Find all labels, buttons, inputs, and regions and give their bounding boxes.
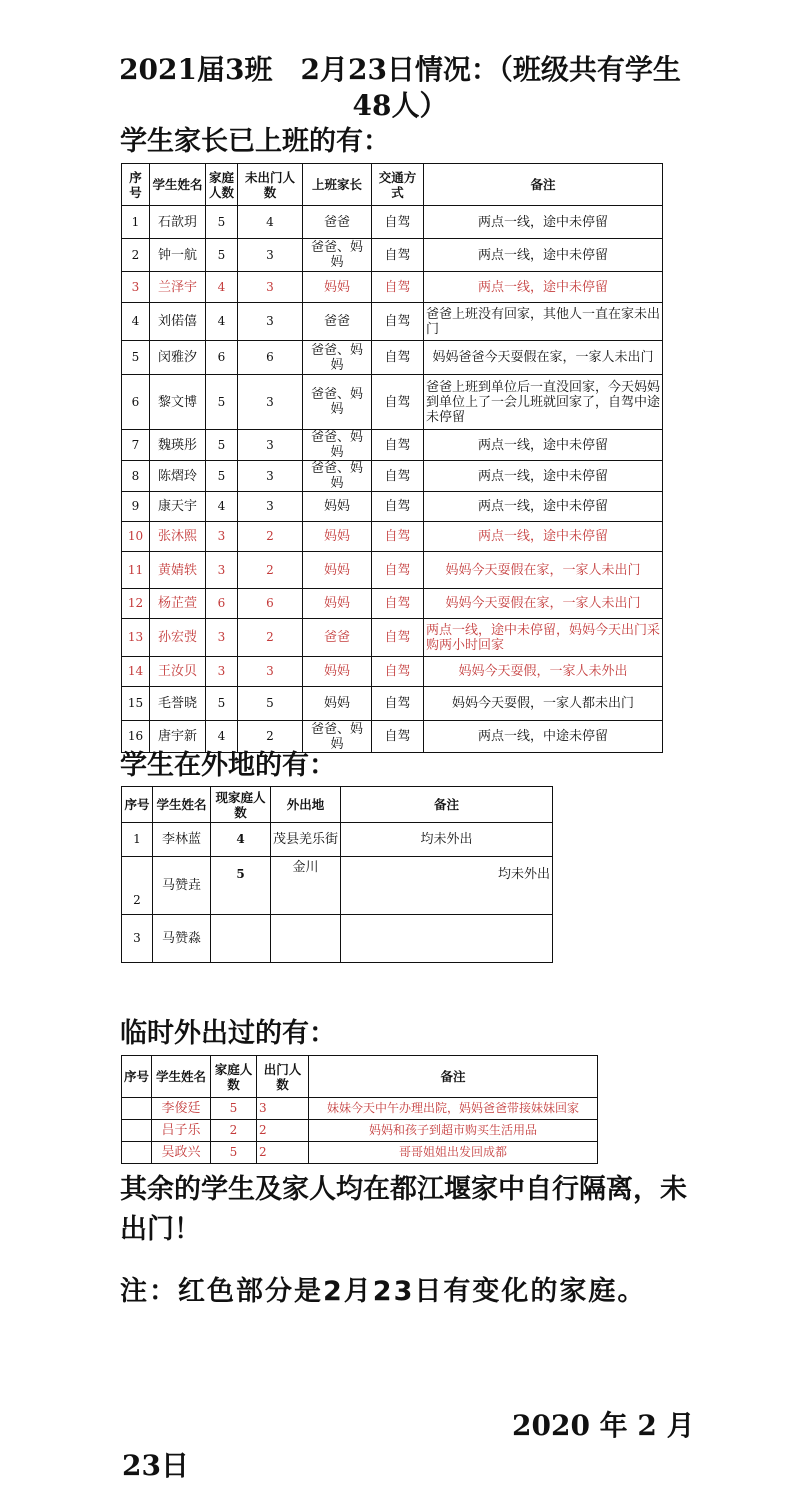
column-header: 现家庭人数 (211, 787, 271, 823)
transport-mode: 自驾 (372, 492, 424, 522)
row-number: 5 (122, 341, 150, 375)
column-header: 未出门人数 (238, 164, 303, 206)
note: 爸爸上班到单位后一直没回家，今天妈妈到单位上了一会儿班就回家了，自驾中途未停留 (424, 375, 663, 430)
column-header: 交通方式 (372, 164, 424, 206)
note: 妈妈今天耍假在家，一家人未出门 (424, 552, 663, 589)
note: 均未外出 (341, 857, 553, 915)
stay-home-count: 3 (238, 239, 303, 272)
temporary-outings-table (121, 1055, 598, 1164)
table-header-row (122, 164, 663, 206)
working-parent: 爸爸、妈妈 (303, 375, 372, 430)
transport-mode: 自驾 (372, 687, 424, 721)
date-line-1: 2020 年 2 月 (512, 1409, 695, 1442)
note: 两点一线，途中未停留 (424, 461, 663, 492)
column-header: 家庭人数 (211, 1056, 257, 1098)
family-count: 3 (206, 522, 238, 552)
transport-mode: 自驾 (372, 522, 424, 552)
section-heading-out-of-town: 学生在外地的有： (120, 750, 336, 781)
working-parent: 爸爸、妈妈 (303, 721, 372, 753)
family-count: 6 (206, 341, 238, 375)
red-legend-note: 注：红色部分是2月23日有变化的家庭。 (120, 1276, 647, 1307)
table-row (122, 589, 663, 619)
table-row (122, 1142, 598, 1164)
transport-mode: 自驾 (372, 430, 424, 461)
family-count: 4 (206, 272, 238, 303)
student-name: 马赞垚 (153, 857, 211, 915)
family-count (211, 915, 271, 963)
note: 妈妈今天耍假在家，一家人未出门 (424, 589, 663, 619)
working-parent: 妈妈 (303, 272, 372, 303)
student-name: 唐宇新 (150, 721, 206, 753)
row-number: 9 (122, 492, 150, 522)
family-count: 5 (206, 239, 238, 272)
working-parent: 妈妈 (303, 492, 372, 522)
transport-mode: 自驾 (372, 239, 424, 272)
table-row (122, 341, 663, 375)
family-count: 4 (206, 303, 238, 341)
student-name: 闵雅汐 (150, 341, 206, 375)
table-row (122, 492, 663, 522)
student-name: 王汝贝 (150, 657, 206, 687)
column-header: 外出地 (271, 787, 341, 823)
table-row (122, 303, 663, 341)
note: 爸爸上班没有回家，其他人一直在家未出门 (424, 303, 663, 341)
stay-home-count: 6 (238, 589, 303, 619)
note: 哥哥姐姐出发回成都 (309, 1142, 598, 1164)
family-count: 5 (206, 430, 238, 461)
note: 两点一线，途中未停留，妈妈今天出门采购两小时回家 (424, 619, 663, 657)
table-row (122, 239, 663, 272)
transport-mode: 自驾 (372, 552, 424, 589)
column-header: 学生姓名 (152, 1056, 211, 1098)
row-number: 1 (122, 823, 153, 857)
family-count: 4 (206, 492, 238, 522)
row-number: 8 (122, 461, 150, 492)
destination (271, 915, 341, 963)
row-number: 3 (122, 915, 153, 963)
note: 妈妈今天耍假，一家人未外出 (424, 657, 663, 687)
student-name: 李俊廷 (152, 1098, 211, 1120)
student-name: 黎文博 (150, 375, 206, 430)
destination: 金川 (271, 857, 341, 915)
stay-home-count: 3 (238, 430, 303, 461)
row-number: 15 (122, 687, 150, 721)
table-row (122, 552, 663, 589)
destination: 茂县羌乐街 (271, 823, 341, 857)
family-count: 5 (211, 857, 271, 915)
working-parent: 妈妈 (303, 552, 372, 589)
family-count: 4 (211, 823, 271, 857)
family-count: 3 (206, 657, 238, 687)
transport-mode: 自驾 (372, 619, 424, 657)
row-number: 2 (122, 239, 150, 272)
note: 两点一线，途中未停留 (424, 430, 663, 461)
column-header: 序号 (122, 164, 150, 206)
column-header: 序号 (122, 1056, 152, 1098)
working-parent: 妈妈 (303, 589, 372, 619)
section-heading-temporary-outings: 临时外出过的有： (120, 1018, 336, 1049)
column-header: 学生姓名 (150, 164, 206, 206)
note (341, 915, 553, 963)
out-count: 2 (257, 1120, 309, 1142)
working-parent: 爸爸、妈妈 (303, 341, 372, 375)
transport-mode: 自驾 (372, 206, 424, 239)
table-row (122, 375, 663, 430)
student-name: 吴政兴 (152, 1142, 211, 1164)
family-count: 2 (211, 1120, 257, 1142)
row-number: 4 (122, 303, 150, 341)
transport-mode: 自驾 (372, 721, 424, 753)
student-name: 康天宇 (150, 492, 206, 522)
note: 均未外出 (341, 823, 553, 857)
column-header: 出门人数 (257, 1056, 309, 1098)
table-row (122, 206, 663, 239)
column-header: 备注 (424, 164, 663, 206)
transport-mode: 自驾 (372, 589, 424, 619)
working-parent: 妈妈 (303, 687, 372, 721)
stay-home-count: 3 (238, 272, 303, 303)
family-count: 5 (211, 1098, 257, 1120)
stay-home-count: 2 (238, 721, 303, 753)
table-header-row (122, 1056, 598, 1098)
row-number: 13 (122, 619, 150, 657)
working-parent: 爸爸 (303, 206, 372, 239)
row-number: 16 (122, 721, 150, 753)
student-name: 钟一航 (150, 239, 206, 272)
stay-home-count: 5 (238, 687, 303, 721)
transport-mode: 自驾 (372, 272, 424, 303)
student-name: 杨芷萱 (150, 589, 206, 619)
working-parent: 爸爸、妈妈 (303, 430, 372, 461)
stay-home-count: 2 (238, 522, 303, 552)
transport-mode: 自驾 (372, 341, 424, 375)
row-number: 2 (122, 857, 153, 915)
student-name: 吕子乐 (152, 1120, 211, 1142)
family-count: 3 (206, 619, 238, 657)
note: 两点一线，中途未停留 (424, 721, 663, 753)
transport-mode: 自驾 (372, 303, 424, 341)
working-parent: 妈妈 (303, 522, 372, 552)
row-number (122, 1120, 152, 1142)
family-count: 5 (211, 1142, 257, 1164)
stay-home-count: 3 (238, 657, 303, 687)
row-number: 1 (122, 206, 150, 239)
table-row (122, 430, 663, 461)
page-title: 2021届3班 2月23日情况：（班级共有学生48人） (119, 53, 681, 122)
note: 两点一线，途中未停留 (424, 272, 663, 303)
working-parent: 妈妈 (303, 657, 372, 687)
table-row (122, 1098, 598, 1120)
table-row (122, 657, 663, 687)
row-number: 3 (122, 272, 150, 303)
note: 妈妈今天耍假，一家人都未出门 (424, 687, 663, 721)
family-count: 5 (206, 375, 238, 430)
table-header-row (122, 787, 553, 823)
family-count: 3 (206, 552, 238, 589)
student-name: 石歆玥 (150, 206, 206, 239)
stay-home-count: 3 (238, 492, 303, 522)
remaining-students-note: 其余的学生及家人均在都江堰家中自行隔离，未出门！ (120, 1174, 687, 1245)
column-header: 家庭人数 (206, 164, 238, 206)
family-count: 5 (206, 461, 238, 492)
table-row (122, 1120, 598, 1142)
family-count: 6 (206, 589, 238, 619)
row-number: 11 (122, 552, 150, 589)
table-row (122, 272, 663, 303)
working-parent: 爸爸、妈妈 (303, 461, 372, 492)
row-number: 14 (122, 657, 150, 687)
column-header: 备注 (309, 1056, 598, 1098)
table-row (122, 522, 663, 552)
student-name: 陈熠玲 (150, 461, 206, 492)
note: 妹妹今天中午办理出院，妈妈爸爸带接妹妹回家 (309, 1098, 598, 1120)
stay-home-count: 4 (238, 206, 303, 239)
note: 两点一线，途中未停留 (424, 206, 663, 239)
note: 两点一线，途中未停留 (424, 522, 663, 552)
family-count: 4 (206, 721, 238, 753)
family-count: 5 (206, 206, 238, 239)
note: 妈妈爸爸今天耍假在家，一家人未出门 (424, 341, 663, 375)
column-header: 备注 (341, 787, 553, 823)
table-row (122, 857, 553, 915)
row-number (122, 1142, 152, 1164)
transport-mode: 自驾 (372, 461, 424, 492)
out-of-town-table (121, 786, 553, 963)
student-name: 张沐熙 (150, 522, 206, 552)
row-number (122, 1098, 152, 1120)
working-parents-table (121, 163, 663, 753)
table-row (122, 721, 663, 753)
table-row (122, 619, 663, 657)
note: 两点一线，途中未停留 (424, 492, 663, 522)
table-row (122, 915, 553, 963)
student-name: 毛誉晓 (150, 687, 206, 721)
date-line-2: 23日 (122, 1449, 189, 1482)
stay-home-count: 3 (238, 461, 303, 492)
student-name: 魏瑛彤 (150, 430, 206, 461)
row-number: 10 (122, 522, 150, 552)
student-name: 兰泽宇 (150, 272, 206, 303)
row-number: 12 (122, 589, 150, 619)
working-parent: 爸爸、妈妈 (303, 239, 372, 272)
column-header: 学生姓名 (153, 787, 211, 823)
working-parent: 爸爸 (303, 619, 372, 657)
section-heading-working-parents: 学生家长已上班的有： (120, 126, 390, 157)
table-row (122, 461, 663, 492)
stay-home-count: 3 (238, 375, 303, 430)
stay-home-count: 3 (238, 303, 303, 341)
note: 两点一线，途中未停留 (424, 239, 663, 272)
student-name: 李林蓝 (153, 823, 211, 857)
row-number: 7 (122, 430, 150, 461)
stay-home-count: 2 (238, 619, 303, 657)
student-name: 孙宏弢 (150, 619, 206, 657)
column-header: 序号 (122, 787, 153, 823)
column-header: 上班家长 (303, 164, 372, 206)
row-number: 6 (122, 375, 150, 430)
out-count: 2 (257, 1142, 309, 1164)
family-count: 5 (206, 687, 238, 721)
out-count: 3 (257, 1098, 309, 1120)
transport-mode: 自驾 (372, 657, 424, 687)
student-name: 马赞淼 (153, 915, 211, 963)
student-name: 黄婧轶 (150, 552, 206, 589)
working-parent: 爸爸 (303, 303, 372, 341)
stay-home-count: 6 (238, 341, 303, 375)
student-name: 刘偌僖 (150, 303, 206, 341)
note: 妈妈和孩子到超市购买生活用品 (309, 1120, 598, 1142)
stay-home-count: 2 (238, 552, 303, 589)
transport-mode: 自驾 (372, 375, 424, 430)
table-row (122, 687, 663, 721)
table-row (122, 823, 553, 857)
